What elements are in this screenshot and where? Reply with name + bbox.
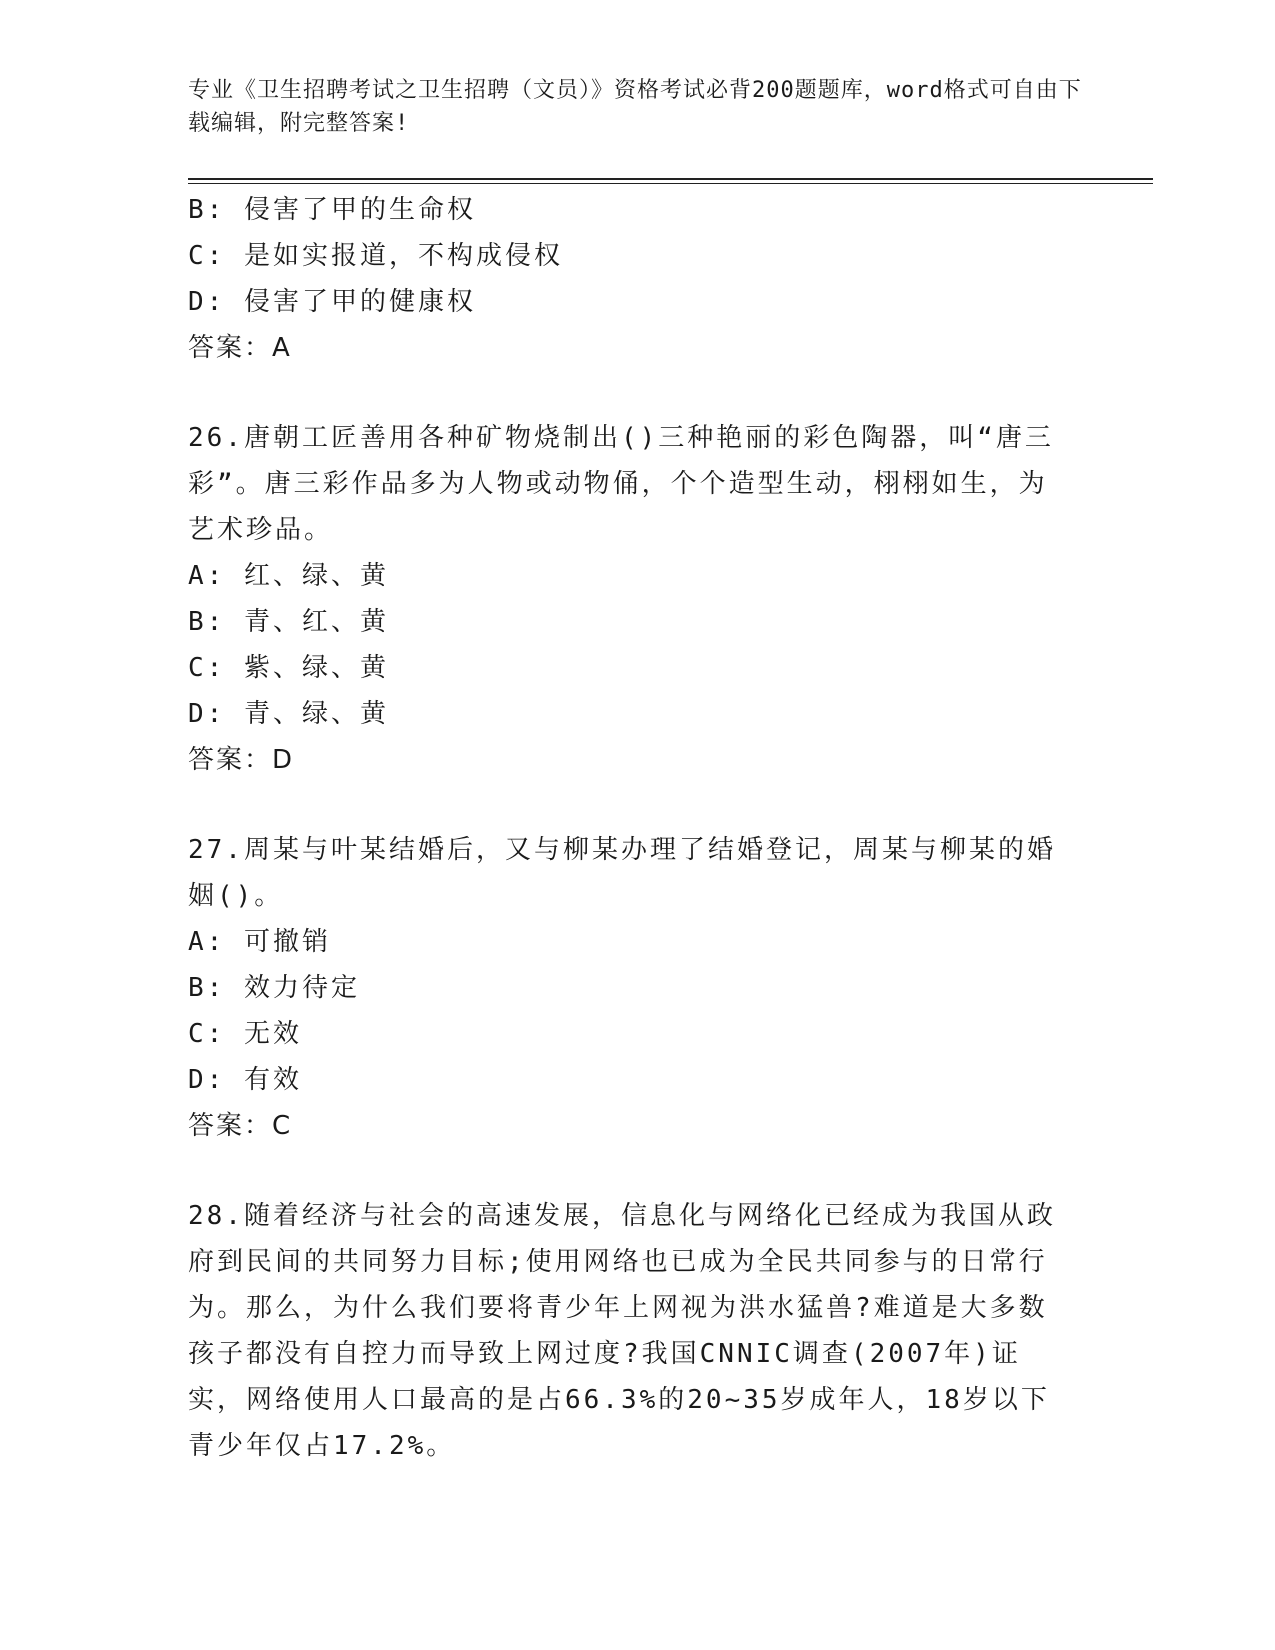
answer-line: 答案：C — [188, 1111, 293, 1141]
spacer — [188, 371, 1078, 415]
question-text: 27.周某与叶某结婚后，又与柳某办理了结婚登记，周某与柳某的婚姻()。 — [188, 835, 1056, 911]
header-divider-thin — [188, 183, 1153, 184]
option-b: B: 青、红、黄 — [188, 607, 389, 637]
question-content — [188, 187, 1078, 1469]
question-text: 26.唐朝工匠善用各种矿物烧制出()三种艳丽的彩色陶器，叫“唐三彩”。唐三彩作品多为人物或动物俑，个个造型生动，栩栩如生，为艺术珍品。 — [188, 423, 1054, 545]
option-c: C: 无效 — [188, 1019, 302, 1049]
option-d: D: 青、绿、黄 — [188, 699, 389, 729]
question-25 — [188, 187, 1078, 371]
option-a: A: 红、绿、黄 — [188, 561, 389, 591]
question-28 — [188, 1193, 1078, 1469]
spacer — [188, 1149, 1078, 1193]
spacer — [188, 783, 1078, 827]
option-a: A: 可撤销 — [188, 927, 331, 957]
question-27 — [188, 827, 1078, 1149]
option-c: C: 是如实报道，不构成侵权 — [188, 241, 563, 271]
option-d: D: 有效 — [188, 1065, 302, 1095]
option-d: D: 侵害了甲的健康权 — [188, 287, 476, 317]
option-b: B: 侵害了甲的生命权 — [188, 195, 476, 225]
option-b: B: 效力待定 — [188, 973, 360, 1003]
question-26 — [188, 415, 1078, 783]
answer-line: 答案：D — [188, 745, 295, 775]
header-divider-thick — [188, 178, 1153, 180]
document-header: 专业《卫生招聘考试之卫生招聘（文员）》资格考试必背200题题库，word格式可自由下载编辑，附完整答案! — [188, 78, 1082, 136]
question-text: 28.随着经济与社会的高速发展，信息化与网络化已经成为我国从政府到民间的共同努力目标;使用网络也已成为全民共同参与的日常行为。那么，为什么我们要将青少年上网视为洪水猛兽?难道是大多数孩子都没有自控力而导致上网过度?我国CNNIC调查(2007年)证实，网络使用人口最高的是占66.3%的20~35岁成年人，18岁以下青少年仅占17.2%。 — [188, 1201, 1056, 1461]
option-c: C: 紫、绿、黄 — [188, 653, 389, 683]
answer-line: 答案：A — [188, 333, 292, 363]
